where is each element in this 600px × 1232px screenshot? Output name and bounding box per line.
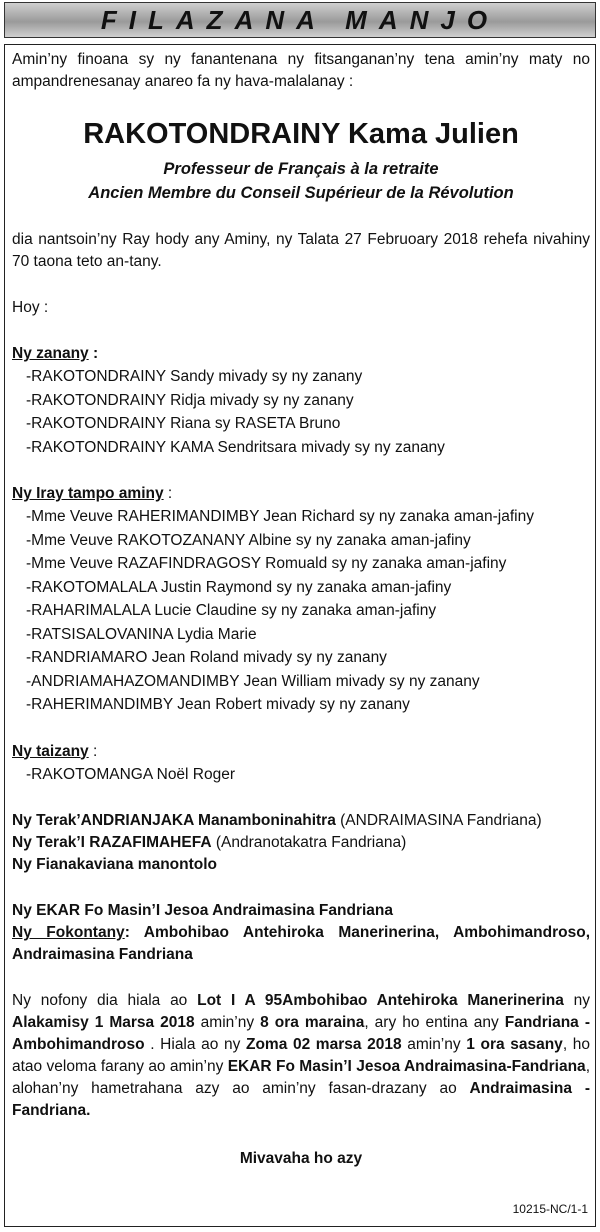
list-item: -RAKOTONDRAINY KAMA Sendritsara mivady sy ny zanany <box>26 438 445 456</box>
family-line-1: Ny Terak’ANDRIANJAKA Manamboninahitra (ANDRAIMASINA Fandriana) <box>12 812 542 829</box>
nephews-heading-label: Ny taizany <box>12 742 89 760</box>
header-banner <box>4 2 596 38</box>
list-item: -RAKOTOMALALA Justin Raymond sy ny zanaka aman-jafiny <box>26 578 452 596</box>
families-section <box>12 810 590 876</box>
list-item: -RAHERIMANDIMBY Jean Robert mivady sy ny zanany <box>26 696 410 713</box>
list-item: -RANDRIAMARO Jean Roland mivady sy ny zanany <box>26 649 387 666</box>
church-line: Ny EKAR Fo Masin’I Jesoa Andraimasina Fandriana <box>12 902 393 919</box>
nephews-section <box>12 741 590 787</box>
fokontany-line: Ny Fokontany: Ambohibao Antehiroka Manerinerina, Ambohimandroso, Andraimasina Fandriana <box>12 924 591 963</box>
family-line-3: Ny Fianakaviana manontolo <box>12 856 217 873</box>
death-notice: dia nantsoin’ny Ray hody any Aminy, ny Talata 27 Februoary 2018 rehefa nivahiny 70 taona teto an-tany. <box>12 231 590 270</box>
closing-text: Mivavaha ho azy <box>239 1150 363 1167</box>
list-item: -Mme Veuve RAKOTOZANANY Albine sy ny zanaka aman-jafiny <box>26 531 471 549</box>
funeral-details: Ny nofony dia hiala ao Lot I A 95Ambohibao Antehiroka Manerinerina ny Alakamisy 1 Marsa 2018 amin’ny 8 ora maraina, ary ho entina any Fandriana - Ambohimandroso . Hiala ao ny Zoma 02 marsa 2018 amin’ny 1 ora sasany, ho atao veloma farany ao amin’ny EKAR Fo Masin’I Jesoa Andraimasina-Fandriana, alohan’ny hametrahana azy ao amin’ny fasan-drazany ao Andraimasina - Fandriana. <box>12 992 591 1119</box>
siblings-section <box>12 483 590 717</box>
list-item: -RAKOTONDRAINY Sandy mivady sy ny zanany <box>26 368 363 385</box>
list-item: -Mme Veuve RAZAFINDRAGOSY Romuald sy ny zanaka aman-jafiny <box>26 555 507 572</box>
siblings-heading: Ny Iray tampo aminy : <box>12 485 173 502</box>
list-item: -RAKOTOMANGA Noël Roger <box>26 765 236 783</box>
list-item: -RATSISALOVANINA Lydia Marie <box>26 625 257 643</box>
children-list <box>12 365 590 459</box>
deceased-role-1: Professeur de Français à la retraite <box>163 160 439 178</box>
children-heading: Ny zanany : <box>12 345 99 362</box>
deceased-name: RAKOTONDRAINY Kama Julien <box>83 118 519 150</box>
nephews-list <box>12 763 590 787</box>
list-item: -RAHARIMALALA Lucie Claudine sy ny zanaka aman-jafiny <box>26 602 437 619</box>
hoy-label: Hoy : <box>12 299 49 316</box>
children-section <box>12 343 590 459</box>
list-item: -Mme Veuve RAHERIMANDIMBY Jean Richard sy ny zanaka aman-jafiny <box>26 508 534 525</box>
children-heading-label: Ny zanany <box>12 345 89 362</box>
list-item: -ANDRIAMAHAZOMANDIMBY Jean William mivady sy ny zanany <box>26 672 480 690</box>
nephews-heading: Ny taizany : <box>12 742 98 760</box>
reference-code: 10215-NC/1-1 <box>512 1202 588 1216</box>
list-item: -RAKOTONDRAINY Ridja mivady sy ny zanany <box>26 391 354 409</box>
siblings-heading-label: Ny Iray tampo aminy <box>12 485 164 502</box>
church-section <box>12 900 590 966</box>
banner-title: FILAZANA MANJO <box>100 4 500 35</box>
family-line-2: Ny Terak’I RAZAFIMAHEFA (Andranotakatra Fandriana) <box>12 834 407 851</box>
deceased-role-2: Ancien Membre du Conseil Supérieur de la Révolution <box>88 184 514 202</box>
siblings-list <box>12 505 590 717</box>
intro-text: Amin’ny finoana sy ny fanantenana ny fitsanganan’ny tena amin’ny maty no ampandrenesanay anareo fa ny hava-malalanay : <box>12 51 590 90</box>
list-item: -RAKOTONDRAINY Riana sy RASETA Bruno <box>26 415 341 432</box>
notice-content <box>12 49 590 1170</box>
